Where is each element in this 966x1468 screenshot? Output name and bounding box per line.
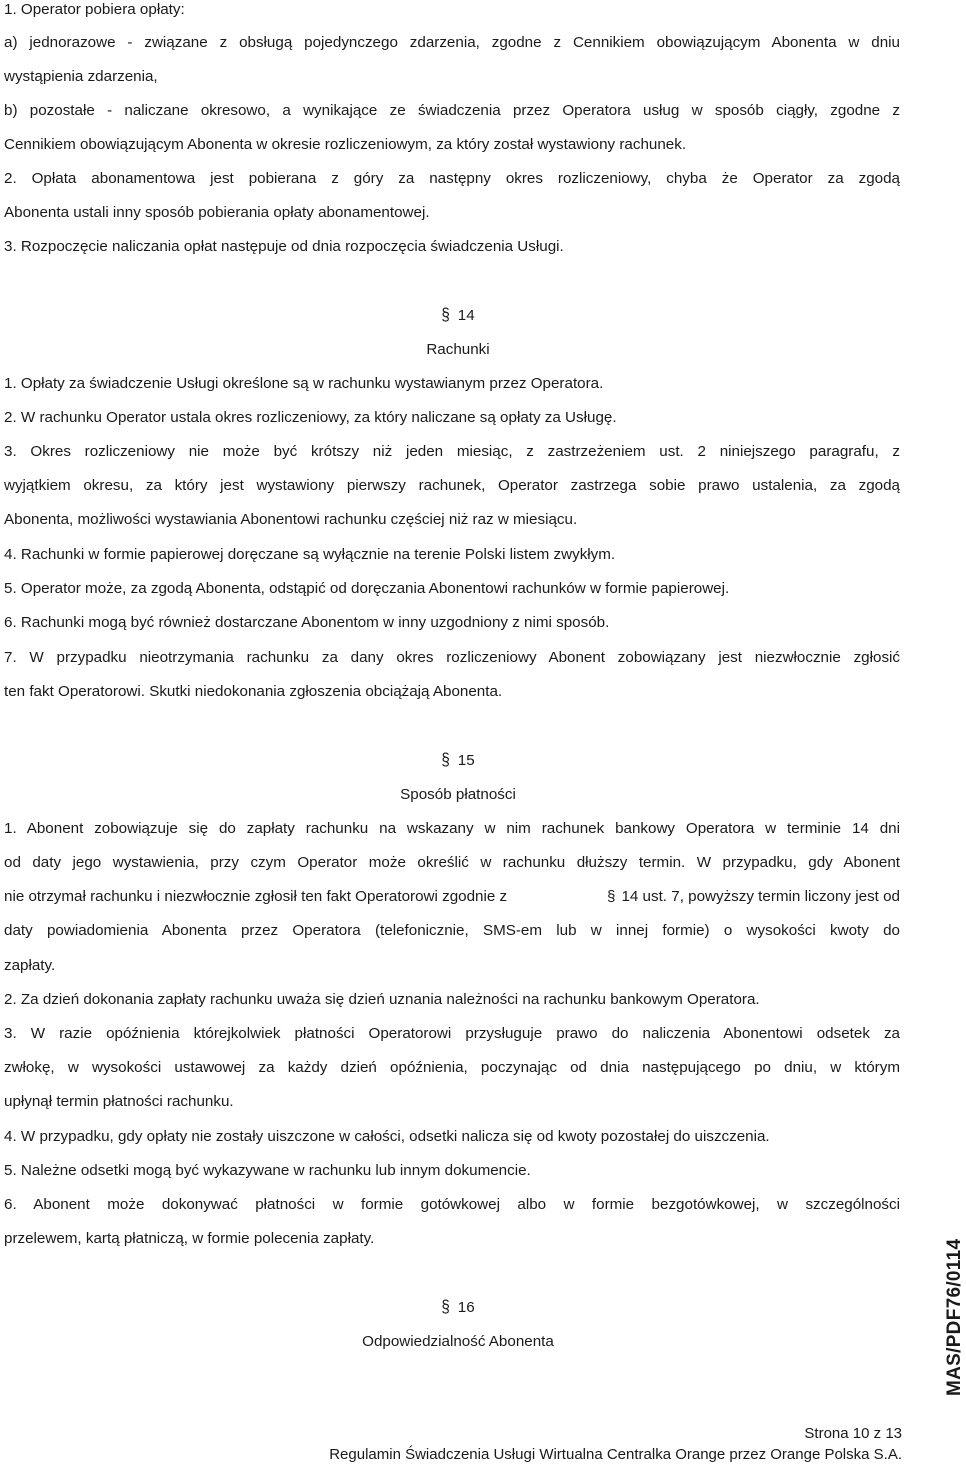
text-line: daty powiadomienia Abonenta przez Operatora (telefonicznie, SMS-em lub w innej formie) o wysokości kwoty do [4, 922, 900, 939]
text-line: 2. Za dzień dokonania zapłaty rachunku uważa się dzień uznania należności na rachunku bankowym Operatora. [4, 991, 760, 1008]
text-line: 1. Operator pobiera opłaty: [4, 1, 185, 18]
text-line: od daty jego wystawienia, przy czym Operator może określić w rachunku dłuższy termin. W przypadku, gdy Abonent [4, 854, 900, 871]
text-line: 2. Opłata abonamentowa jest pobierana z góry za następny okres rozliczeniowy, chyba że Operator za zgodą [4, 170, 900, 187]
text-line: 3. Okres rozliczeniowy nie może być krótszy niż jeden miesiąc, z zastrzeżeniem ust. 2 niniejszego paragrafu, z [4, 443, 900, 460]
text-line: 3. W razie opóźnienia którejkolwiek płatności Operatorowi przysługuje prawo do naliczenia Abonentowi odsetek za [4, 1025, 900, 1042]
text-line: Abonenta, możliwości wystawiania Abonentowi rachunku częściej niż raz w miesiącu. [4, 511, 578, 528]
document-code-text: MAS/PDF76/0114 [944, 1238, 965, 1396]
text-line: ten fakt Operatorowi. Skutki niedokonania zgłoszenia obciążają Abonenta. [4, 683, 503, 700]
section-mark: § [606, 888, 616, 905]
section-title: Rachunki [426, 341, 490, 358]
text-line: wystąpienia zdarzenia, [4, 68, 158, 85]
text-line: 3. Rozpoczęcie naliczania opłat następuje od dnia rozpoczęcia świadczenia Usługi. [4, 238, 564, 255]
section-number: § 14 [0, 306, 916, 326]
text-line: zwłokę, w wysokości ustawowej za każdy dzień opóźnienia, poczynając od dnia następującego po dniu, w którym [4, 1059, 900, 1076]
text-line: zapłaty. [4, 957, 56, 974]
section-mark: § [441, 750, 450, 771]
text-line: 5. Należne odsetki mogą być wykazywane w rachunku lub innym dokumencie. [4, 1162, 531, 1179]
text-line: 1. Abonent zobowiązuje się do zapłaty rachunku na wskazany w nim rachunek bankowy Operatora w terminie 14 dni [4, 820, 900, 837]
page-number: Strona 10 z 13 [804, 1425, 902, 1442]
text-line: a) jednorazowe - związane z obsługą pojedynczego zdarzenia, zgodne z Cennikiem obowiązującym Abonenta w dniu [4, 34, 900, 51]
footer-doc-title: Regulamin Świadczenia Usługi Wirtualna Centralka Orange przez Orange Polska S.A. [329, 1446, 902, 1463]
section-mark: § [441, 305, 450, 326]
section-title: Sposób płatności [400, 786, 516, 803]
text-line: przelewem, kartą płatniczą, w formie polecenia zapłaty. [4, 1230, 375, 1247]
section-number: § 16 [0, 1298, 916, 1318]
text-line: 1. Opłaty za świadczenie Usługi określone są w rachunku wystawianym przez Operatora. [4, 375, 604, 392]
text-line: 6. Rachunki mogą być również dostarczane Abonentom w inny uzgodniony z nimi sposób. [4, 614, 610, 631]
text-line: 4. W przypadku, gdy opłaty nie zostały uiszczone w całości, odsetki nalicza się od kwoty pozostałej do uiszczenia. [4, 1128, 770, 1145]
text-line: Cennikiem obowiązującym Abonenta w okresie rozliczeniowym, za który został wystawiony rachunek. [4, 136, 687, 153]
text-line: Abonenta ustali inny sposób pobierania opłaty abonamentowej. [4, 204, 430, 221]
text-line: nie otrzymał rachunku i niezwłocznie zgłosił ten fakt Operatorowi zgodnie z § 14 ust. 7, powyższy termin liczony jest od [4, 888, 900, 905]
text-line: 6. Abonent może dokonywać płatności w formie gotówkowej albo w formie bezgotówkowej, w szczególności [4, 1196, 900, 1213]
text-line: 7. W przypadku nieotrzymania rachunku za dany okres rozliczeniowy Abonent zobowiązany jest niezwłocznie zgłosić [4, 649, 900, 666]
section-number: § 15 [0, 751, 916, 771]
text-line: 2. W rachunku Operator ustala okres rozliczeniowy, za który naliczane są opłaty za Usługę. [4, 409, 617, 426]
text-line: b) pozostałe - naliczane okresowo, a wynikające ze świadczenia przez Operatora usług w sposób ciągły, zgodne z [4, 102, 900, 119]
text-line: 4. Rachunki w formie papierowej doręczane są wyłącznie na terenie Polski listem zwykłym. [4, 546, 616, 563]
section-title: Odpowiedzialność Abonenta [362, 1333, 554, 1350]
text-line: wyjątkiem okresu, za który jest wystawiony pierwszy rachunek, Operator zastrzega sobie prawo ustalenia, za zgodą [4, 477, 900, 494]
text-line: upłynął termin płatności rachunku. [4, 1093, 234, 1110]
document-code [944, 1236, 964, 1396]
text-line: 5. Operator może, za zgodą Abonenta, odstąpić od doręczania Abonentowi rachunków w formie papierowej. [4, 580, 730, 597]
section-mark: § [441, 1297, 450, 1318]
